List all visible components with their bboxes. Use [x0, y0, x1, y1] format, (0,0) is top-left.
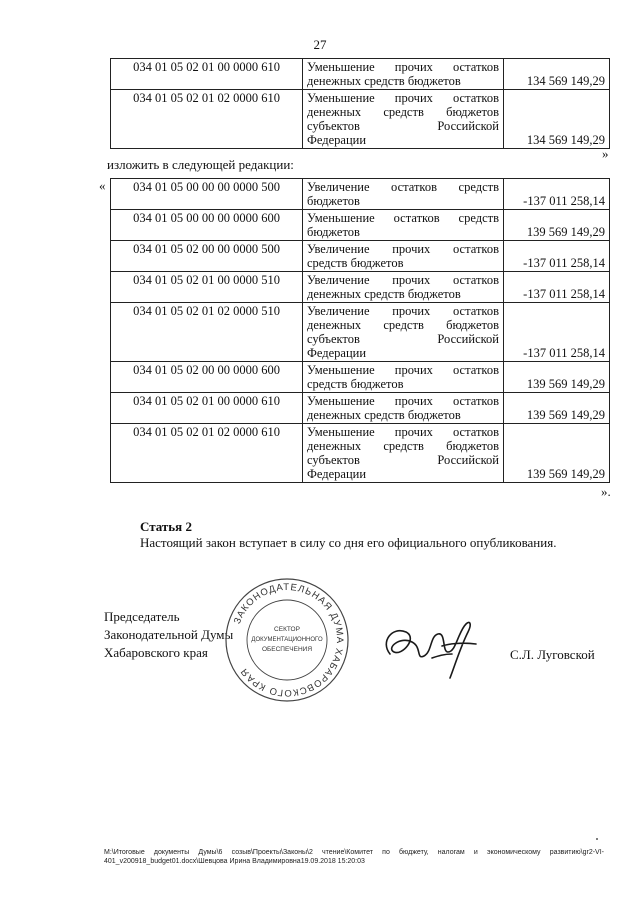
budget-name-line: субъектов Российской	[307, 332, 499, 346]
budget-name-line: субъектов Российской	[307, 453, 499, 467]
scan-dot	[596, 838, 598, 840]
budget-name-line: денежных средств бюджетов	[307, 74, 461, 88]
page-number: 27	[313, 37, 327, 52]
stamp-inner-line-1: СЕКТОР	[274, 626, 300, 633]
budget-name-line: денежных средств бюджетов	[307, 105, 499, 119]
budget-name-line: Уменьшение прочих остатков	[307, 60, 499, 74]
budget-name-line: Уменьшение прочих остатков	[307, 425, 499, 439]
article-title: Статья 2	[140, 519, 192, 534]
budget-name-line: бюджетов	[307, 225, 360, 239]
budget-code-cell: 034 01 05 02 01 00 0000 610	[111, 59, 303, 90]
budget-code-cell: 034 01 05 02 01 02 0000 610	[111, 424, 303, 483]
closing-quote-final: ».	[601, 484, 611, 499]
budget-name-line: Федерации	[307, 346, 367, 360]
budget-name-cell	[303, 179, 504, 210]
budget-code-cell: 034 01 05 02 01 02 0000 610	[111, 90, 303, 149]
budget-code-cell: 034 01 05 02 01 00 0000 610	[111, 393, 303, 424]
budget-name-cell	[303, 210, 504, 241]
budget-sum-cell: 139 569 149,29	[504, 424, 610, 483]
table-row	[111, 241, 610, 272]
budget-name-line: денежных средств бюджетов	[307, 439, 499, 453]
opening-quote: «	[99, 178, 106, 193]
budget-name-line: Уменьшение прочих остатков	[307, 363, 499, 377]
budget-table-before	[110, 58, 610, 149]
budget-name-cell	[303, 59, 504, 90]
budget-name-line: средств бюджетов	[307, 256, 404, 270]
stamp-inner-line-3: ОБЕСПЕЧЕНИЯ	[261, 646, 313, 653]
budget-code-cell: 034 01 05 00 00 00 0000 600	[111, 210, 303, 241]
budget-code-cell: 034 01 05 02 00 00 0000 600	[111, 362, 303, 393]
budget-sum-cell: 139 569 149,29	[504, 210, 610, 241]
signer-title-line-2: Законодательной Думы	[104, 627, 234, 642]
stamp-ring-text: ЗАКОНОДАТЕЛЬНАЯ ДУМА ХАБАРОВСКОГО КРАЯ	[231, 581, 346, 699]
table-row	[111, 90, 610, 149]
official-stamp	[222, 575, 352, 705]
budget-name-cell	[303, 90, 504, 149]
budget-name-line: субъектов Российской	[307, 119, 499, 133]
budget-sum-cell: -137 011 258,14	[504, 303, 610, 362]
budget-name-cell	[303, 241, 504, 272]
article-text: Настоящий закон вступает в силу со дня его официального опубликования.	[140, 535, 557, 550]
budget-code-cell: 034 01 05 00 00 00 0000 500	[111, 179, 303, 210]
table-row	[111, 179, 610, 210]
budget-name-line: денежных средств бюджетов	[307, 287, 461, 301]
table-row	[111, 59, 610, 90]
budget-name-line: денежных средств бюджетов	[307, 408, 461, 422]
table-row	[111, 303, 610, 362]
budget-name-line: бюджетов	[307, 194, 360, 208]
budget-name-cell	[303, 303, 504, 362]
stamp-inner-line-2: ДОКУМЕНТАЦИОННОГО	[251, 637, 323, 643]
budget-name-cell	[303, 362, 504, 393]
budget-code-cell: 034 01 05 02 01 00 0000 510	[111, 272, 303, 303]
budget-sum-cell: 134 569 149,29	[504, 90, 610, 149]
budget-name-line: Уменьшение прочих остатков	[307, 91, 499, 105]
amendment-phrase: изложить в следующей редакции:	[107, 157, 294, 172]
budget-sum-cell: -137 011 258,14	[504, 179, 610, 210]
budget-sum-cell: 139 569 149,29	[504, 393, 610, 424]
budget-name-line: Увеличение прочих остатков	[307, 273, 499, 287]
signer-title-line-1: Председатель	[104, 609, 180, 624]
table-row	[111, 424, 610, 483]
budget-name-line: Увеличение прочих остатков	[307, 242, 499, 256]
budget-sum-cell: -137 011 258,14	[504, 241, 610, 272]
signer-title-line-3: Хабаровского края	[104, 645, 208, 660]
table-row	[111, 362, 610, 393]
budget-name-line: Уменьшение прочих остатков	[307, 394, 499, 408]
budget-name-line: Федерации	[307, 467, 367, 481]
table-row	[111, 393, 610, 424]
closing-quote: »	[602, 146, 609, 161]
budget-sum-cell: -137 011 258,14	[504, 272, 610, 303]
file-path-footer: M:\Итоговые документы Думы\6 созыв\Проекты\Законы\2 чтение\Комитет по бюджету, налогам и экономическому развитию\gr2-VI-401_v200918_budget01.docx\Шевцова Ирина Владимировна19.09.2018 15:20:03	[104, 849, 604, 865]
budget-name-cell	[303, 272, 504, 303]
table-row	[111, 272, 610, 303]
budget-code-cell: 034 01 05 02 01 02 0000 510	[111, 303, 303, 362]
signer-name: С.Л. Луговской	[510, 647, 595, 662]
budget-sum-cell: 134 569 149,29	[504, 59, 610, 90]
budget-name-cell	[303, 393, 504, 424]
budget-name-line: средств бюджетов	[307, 377, 404, 391]
budget-name-line: Увеличение прочих остатков	[307, 304, 499, 318]
budget-sum-cell: 139 569 149,29	[504, 362, 610, 393]
budget-name-line: Уменьшение остатков средств	[307, 211, 499, 225]
budget-name-line: денежных средств бюджетов	[307, 318, 499, 332]
budget-name-cell	[303, 424, 504, 483]
budget-code-cell: 034 01 05 02 00 00 0000 500	[111, 241, 303, 272]
budget-name-line: Увеличение остатков средств	[307, 180, 499, 194]
budget-name-line: Федерации	[307, 133, 367, 147]
budget-table-after	[110, 178, 610, 483]
handwritten-signature	[372, 612, 487, 682]
table-row	[111, 210, 610, 241]
